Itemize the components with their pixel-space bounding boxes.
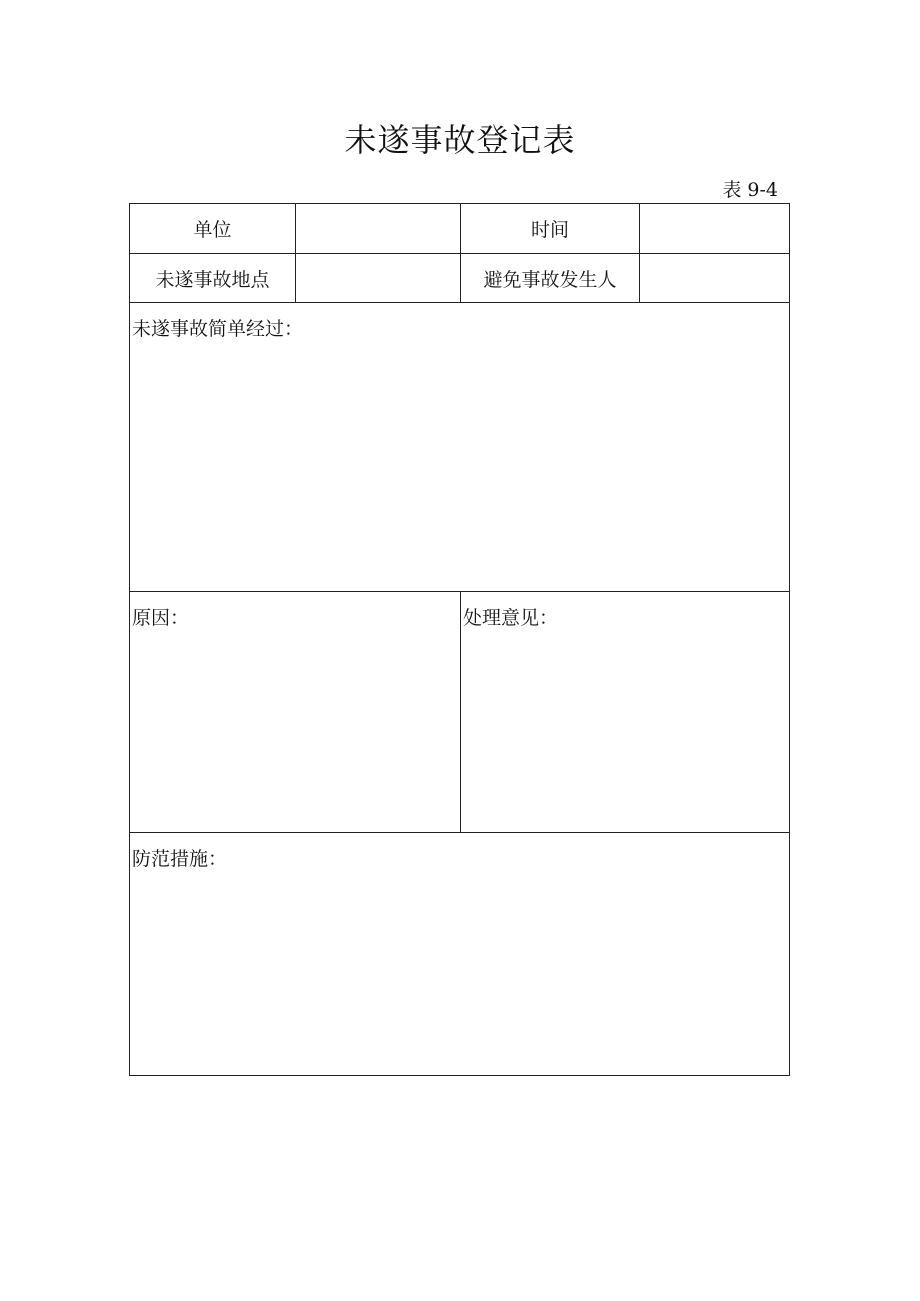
preventer-label-cell — [461, 254, 640, 303]
registration-form — [129, 203, 790, 1076]
location-value-field[interactable] — [296, 254, 461, 303]
description-label: 未遂事故简单经过： — [132, 318, 304, 340]
time-label: 时间 — [530, 219, 569, 241]
page-title: 未遂事故登记表 — [344, 121, 576, 159]
unit-label-cell — [130, 204, 296, 254]
time-value-field[interactable] — [640, 204, 789, 254]
preventer-value-field[interactable] — [640, 254, 789, 303]
unit-value-field[interactable] — [296, 204, 461, 254]
location-label-cell — [130, 254, 296, 303]
cause-label: 原因： — [132, 607, 190, 629]
location-label: 未遂事故地点 — [155, 268, 270, 291]
preventer-label: 避免事故发生人 — [483, 268, 617, 291]
time-label-cell — [461, 204, 640, 254]
prevention-label: 防范措施： — [132, 848, 228, 870]
cause-section[interactable] — [130, 592, 461, 833]
handling-section[interactable] — [461, 592, 789, 833]
prevention-section[interactable] — [130, 833, 789, 1075]
description-section[interactable] — [130, 303, 789, 592]
handling-label: 处理意见： — [463, 607, 559, 629]
unit-label: 单位 — [193, 219, 232, 241]
table-number: 表 9-4 — [722, 179, 778, 201]
